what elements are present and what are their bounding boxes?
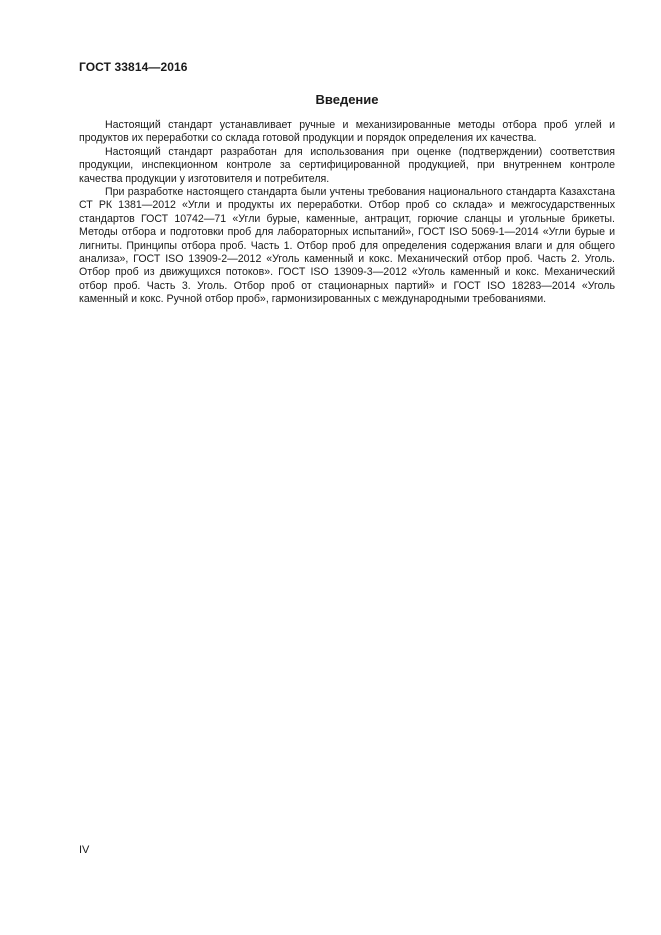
standard-code-header: ГОСТ 33814—2016: [79, 60, 188, 74]
section-title: Введение: [315, 92, 379, 107]
paragraph-references: При разработке настоящего стандарта были учтены требования национального стандарта Казахстана СТ РК 1381—2012 «Угли и продукты их переработки. Отбор проб со склада» и межгосударственных стандартов ГОСТ 10742—71 «Угли бурые, каменные, антрацит, горючие сланцы и угольные брикеты. Методы отбора и подготовки проб для лабораторных испытаний», ГОСТ ISO 5069-1—2014 «Угли бурые и лигниты. Принципы отбора проб. Часть 1. Отбор проб для определения содержания влаги и для общего анализа», ГОСТ ISO 13909-2—2012 «Уголь каменный и кокс. Механический отбор проб. Часть 2. Уголь. Отбор проб из движущихся потоков». ГОСТ ISO 13909-3—2012 «Уголь каменный и кокс. Механический отбор проб. Часть 3. Уголь. Отбор проб от стационарных партий» и ГОСТ ISO 18283—2014 «Уголь каменный и кокс. Ручной отбор проб», гармонизированных с международными требованиями.: [79, 186, 615, 306]
introduction-body: [79, 119, 615, 307]
paragraph-scope: Настоящий стандарт устанавливает ручные и механизированные методы отбора проб углей и продуктов их переработки со склада готовой продукции и порядок определения их качества.: [79, 119, 615, 145]
page-number: IV: [79, 844, 90, 856]
paragraph-purpose: Настоящий стандарт разработан для использования при оценке (подтверждении) соответствия продукции, инспекционном контроле за сертифицированной продукцией, при внутреннем контроле качества продукции у изготовителя и потребителя.: [79, 145, 615, 185]
